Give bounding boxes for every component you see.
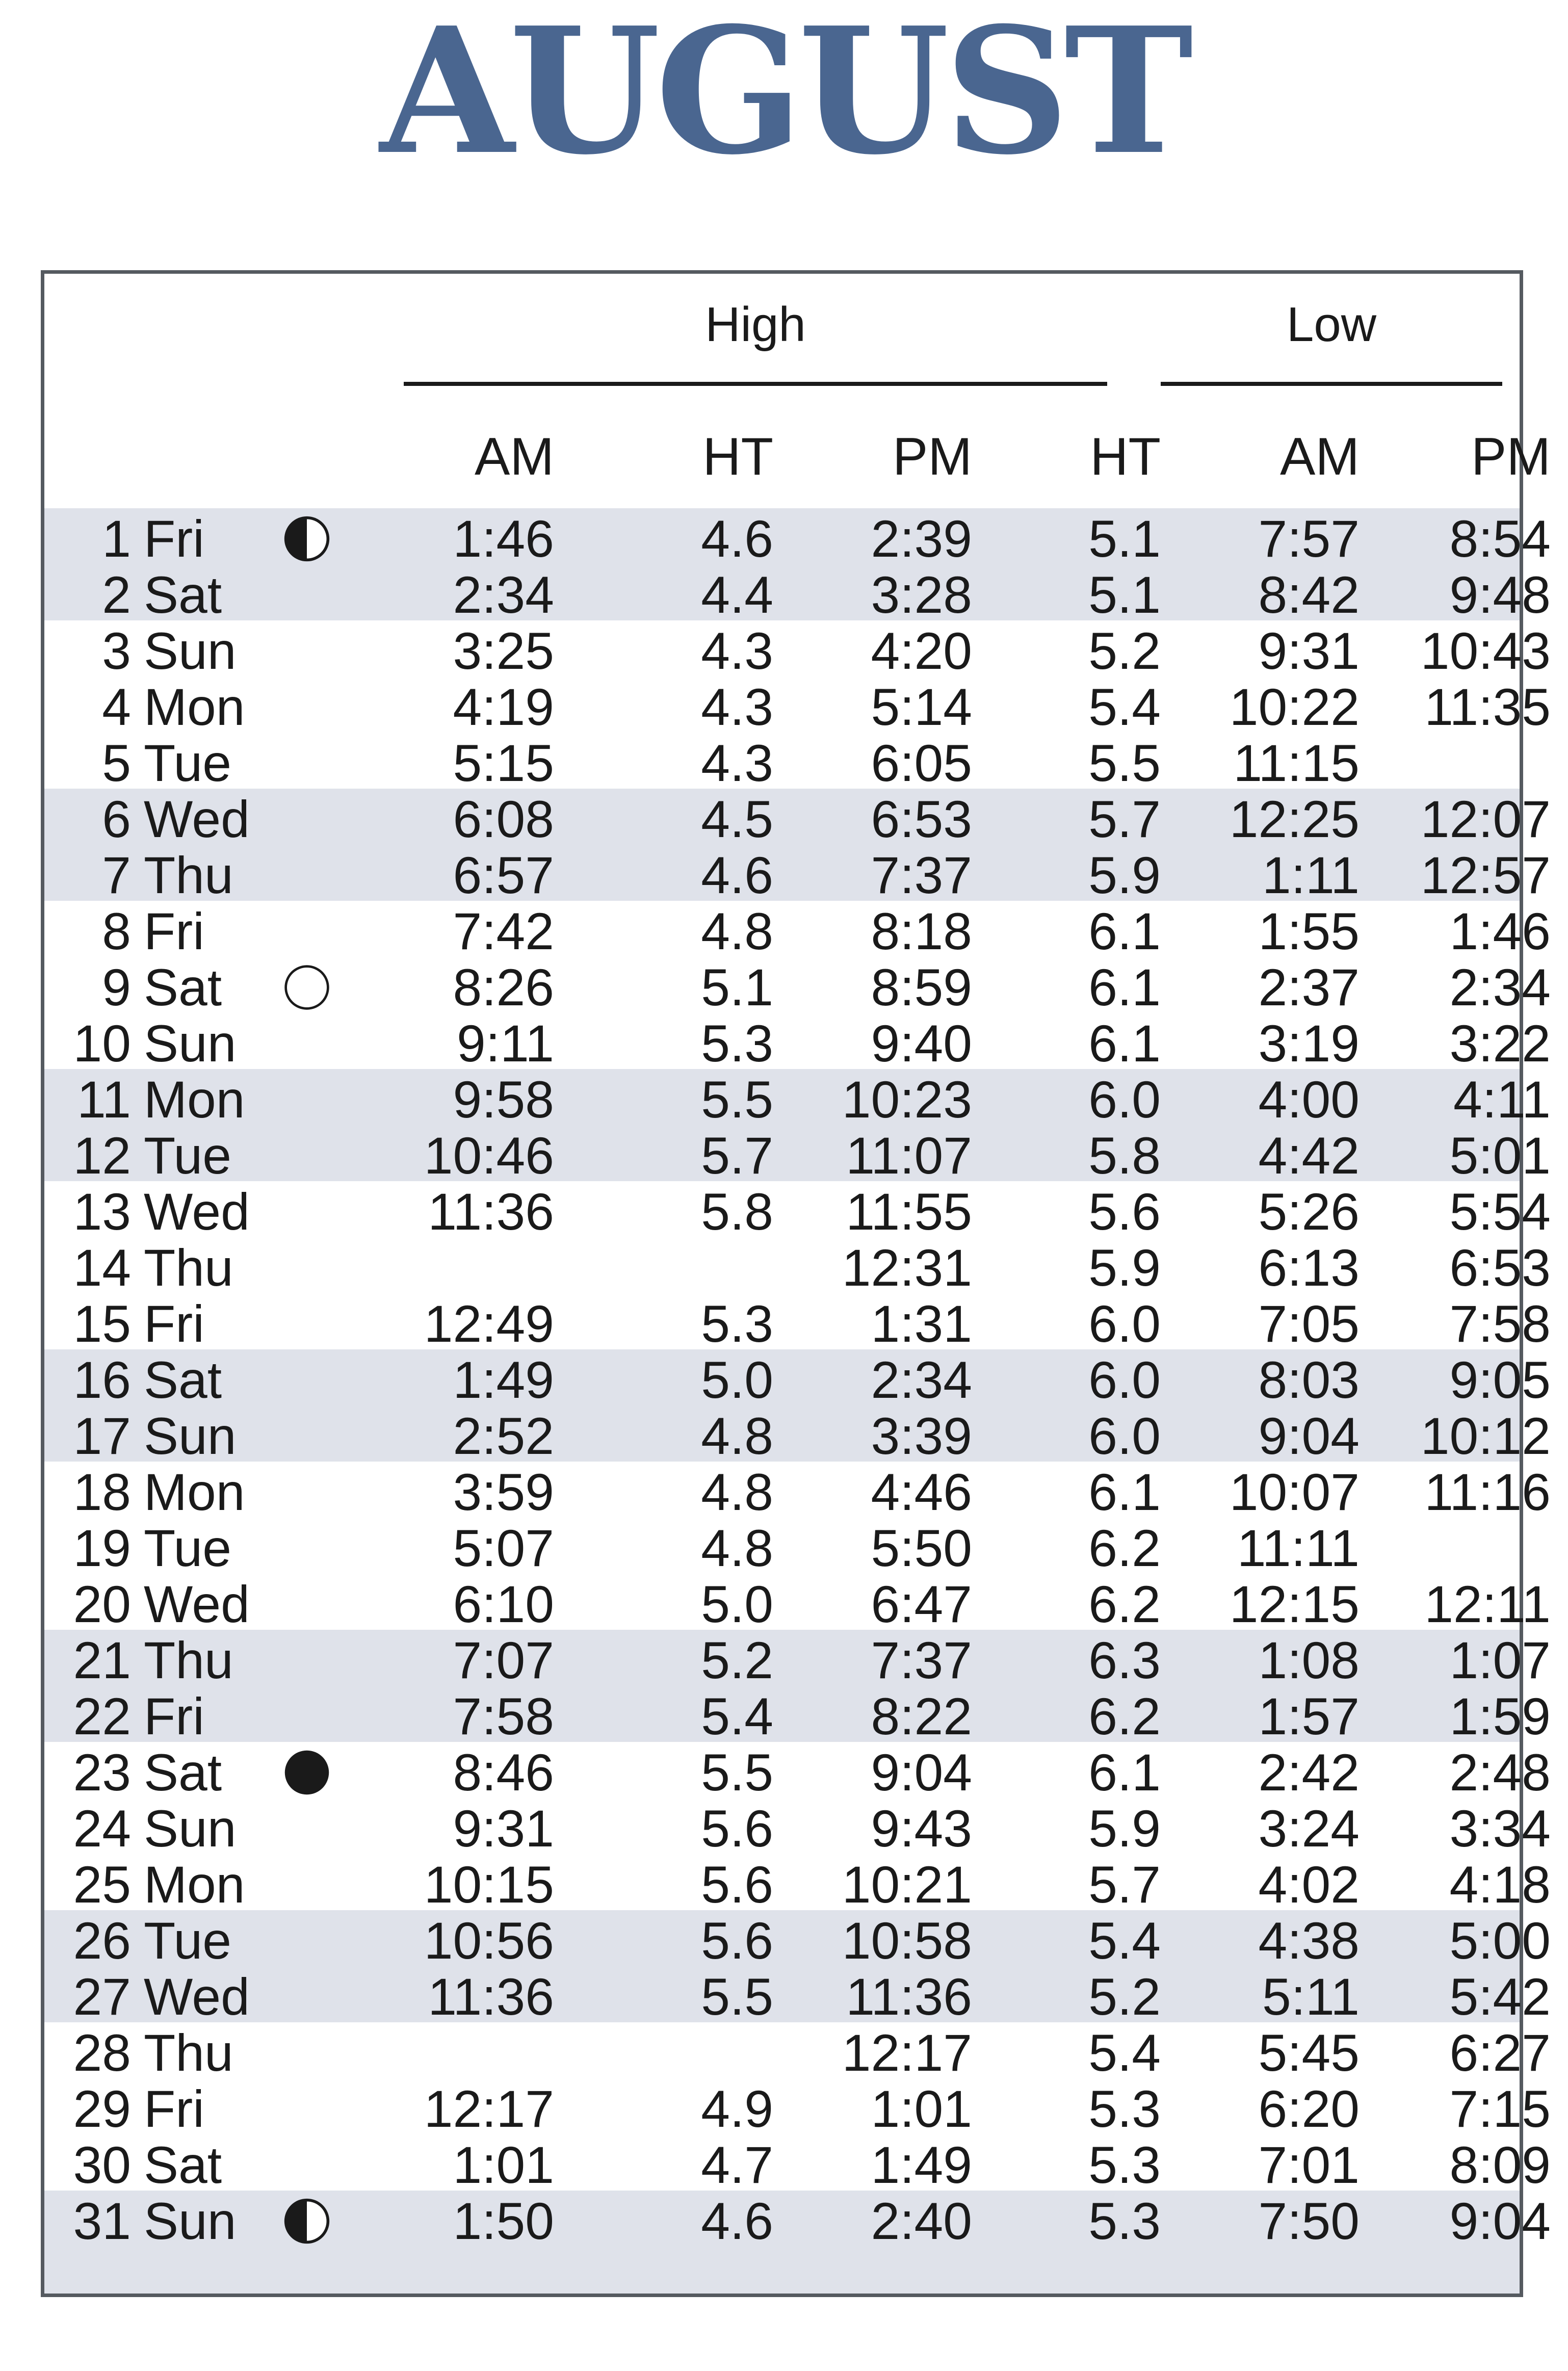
page-title: AUGUST: [380, 0, 1188, 193]
high-pm-height: 5.2: [1088, 622, 1161, 680]
low-am-time: 1:55: [1258, 902, 1360, 960]
day-of-week: Tue: [144, 1519, 231, 1577]
high-am-height: 5.5: [701, 1968, 773, 2026]
day-number: 22: [73, 1687, 131, 1745]
day-of-week: Thu: [144, 846, 233, 904]
day-of-week: Sat: [144, 566, 222, 624]
low-am-time: 4:42: [1258, 1127, 1360, 1185]
day-number: 25: [73, 1856, 131, 1914]
low-pm-time: [1347, 1520, 1551, 1576]
high-pm-height: 6.0: [1088, 1351, 1161, 1409]
high-am-height: 4.6: [701, 2192, 773, 2250]
col-head-high-pm: PM: [893, 427, 972, 486]
day-of-week: Sun: [144, 622, 237, 680]
day-number: 8: [102, 902, 131, 960]
day-of-week: Fri: [144, 2080, 204, 2138]
table-row: [44, 622, 1551, 680]
high-pm-height: 6.2: [1088, 1575, 1161, 1633]
high-pm-height: 5.8: [1088, 1127, 1161, 1185]
day-number: 7: [102, 846, 131, 904]
high-pm-height: 6.2: [1088, 1687, 1161, 1745]
low-group-label: Low: [1286, 297, 1377, 352]
tide-table: [41, 270, 1551, 2297]
high-am-time: 8:26: [453, 958, 554, 1017]
high-pm-time: 10:58: [842, 1912, 972, 1970]
high-pm-time: 8:59: [871, 958, 972, 1017]
high-pm-time: 5:14: [871, 678, 972, 736]
high-am-height: 4.4: [701, 566, 773, 624]
high-pm-time: 1:49: [871, 2136, 972, 2194]
day-number: 23: [73, 1743, 131, 1802]
high-pm-height: 5.1: [1088, 510, 1161, 568]
low-am-time: 5:45: [1258, 2024, 1360, 2082]
day-of-week: Tue: [144, 734, 231, 792]
low-am-time: 7:57: [1258, 510, 1360, 568]
low-pm-time: 11:35: [1424, 678, 1551, 736]
high-pm-time: 10:23: [842, 1071, 972, 1129]
table-row: [44, 678, 1551, 736]
high-am-time: 5:07: [453, 1519, 554, 1577]
day-of-week: Sun: [144, 1800, 237, 1858]
table-row: [44, 1687, 1551, 1745]
high-group-label: High: [705, 297, 806, 352]
table-row: [44, 2024, 1551, 2082]
high-am-time: 5:15: [453, 734, 554, 792]
high-am-height: 5.7: [701, 1127, 773, 1185]
high-pm-time: 12:17: [842, 2024, 972, 2082]
table-row: [44, 1239, 1551, 1297]
day-number: 9: [102, 958, 131, 1017]
high-am-height: 5.3: [701, 1014, 773, 1073]
low-am-time: 2:37: [1258, 958, 1360, 1017]
high-am-time: 8:46: [453, 1743, 554, 1802]
low-pm-time: 5:01: [1449, 1127, 1551, 1185]
low-am-time: 3:19: [1258, 1014, 1360, 1073]
low-pm-time: 12:57: [1420, 846, 1551, 904]
high-am-height: 4.8: [701, 902, 773, 960]
low-pm-time: 11:16: [1424, 1463, 1551, 1521]
high-am-height: 5.1: [701, 958, 773, 1017]
low-pm-time: 7:58: [1449, 1295, 1551, 1353]
table-row: [44, 1183, 1551, 1241]
high-am-time: 12:17: [424, 2080, 554, 2138]
low-am-time: 10:07: [1229, 1463, 1360, 1521]
day-of-week: Fri: [144, 902, 204, 960]
high-pm-height: 5.7: [1088, 790, 1161, 848]
high-am-height: 4.8: [701, 1519, 773, 1577]
high-am-time: 6:10: [453, 1575, 554, 1633]
day-number: 10: [73, 1014, 131, 1073]
high-pm-time: 7:37: [871, 1631, 972, 1689]
low-pm-time: 6:27: [1449, 2024, 1551, 2082]
high-pm-height: 5.3: [1088, 2136, 1161, 2194]
day-number: 5: [102, 734, 131, 792]
day-of-week: Mon: [144, 678, 245, 736]
high-pm-time: 8:22: [871, 1687, 972, 1745]
table-row: [44, 1856, 1551, 1914]
low-pm-time: 7:15: [1449, 2080, 1551, 2138]
high-pm-time: 1:31: [871, 1295, 972, 1353]
high-am-height: 4.3: [701, 678, 773, 736]
high-pm-height: 6.2: [1088, 1519, 1161, 1577]
day-number: 14: [73, 1239, 131, 1297]
day-number: 31: [73, 2192, 131, 2250]
low-am-time: 4:02: [1258, 1856, 1360, 1914]
day-of-week: Sat: [144, 1743, 222, 1802]
day-of-week: Wed: [144, 1575, 250, 1633]
high-pm-height: 5.2: [1088, 1968, 1161, 2026]
day-number: 6: [102, 790, 131, 848]
high-pm-height: 5.3: [1088, 2192, 1161, 2250]
low-pm-time: 9:04: [1449, 2192, 1551, 2250]
high-am-height: 5.6: [701, 1856, 773, 1914]
high-pm-time: 9:40: [871, 1014, 972, 1073]
day-of-week: Tue: [144, 1912, 231, 1970]
low-pm-time: 4:18: [1449, 1856, 1551, 1914]
day-of-week: Fri: [144, 1687, 204, 1745]
day-number: 28: [73, 2024, 131, 2082]
low-pm-time: 10:12: [1420, 1407, 1551, 1465]
table-row: [44, 1463, 1551, 1521]
day-of-week: Wed: [144, 1968, 250, 2026]
table-row: [44, 1520, 1520, 1576]
low-pm-time: 12:07: [1420, 790, 1551, 848]
high-pm-time: 4:46: [871, 1463, 972, 1521]
low-pm-time: 1:46: [1449, 902, 1551, 960]
day-of-week: Wed: [144, 790, 250, 848]
high-am-time: 3:59: [453, 1463, 554, 1521]
low-am-time: 10:22: [1229, 678, 1360, 736]
high-pm-time: 10:21: [842, 1856, 972, 1914]
low-pm-time: 12:11: [1424, 1575, 1551, 1633]
day-number: 15: [73, 1295, 131, 1353]
high-pm-time: 11:07: [846, 1127, 972, 1185]
high-pm-time: 11:55: [846, 1183, 972, 1241]
day-number: 2: [102, 566, 131, 624]
low-am-time: 8:03: [1258, 1351, 1360, 1409]
low-am-time: 7:50: [1258, 2192, 1360, 2250]
table-row: [44, 846, 1551, 904]
table-row: [44, 1800, 1551, 1858]
day-of-week: Mon: [144, 1856, 245, 1914]
high-pm-height: 5.7: [1088, 1856, 1161, 1914]
high-pm-height: 5.9: [1088, 1800, 1161, 1858]
high-am-time: 1:01: [453, 2136, 554, 2194]
high-am-time: 10:15: [424, 1856, 554, 1914]
high-am-height: 5.6: [701, 1800, 773, 1858]
low-am-time: 4:00: [1258, 1071, 1360, 1129]
day-of-week: Sat: [144, 2136, 222, 2194]
high-pm-time: 12:31: [842, 1239, 972, 1297]
high-pm-height: 6.3: [1088, 1631, 1161, 1689]
day-number: 18: [73, 1463, 131, 1521]
high-am-height: [620, 1240, 773, 1296]
high-am-height: 4.6: [701, 846, 773, 904]
low-am-time: 5:26: [1258, 1183, 1360, 1241]
day-of-week: Thu: [144, 2024, 233, 2082]
high-am-time: 6:57: [453, 846, 554, 904]
high-pm-height: 5.1: [1088, 566, 1161, 624]
high-am-time: 7:42: [453, 902, 554, 960]
day-of-week: Sun: [144, 1407, 237, 1465]
high-pm-height: 5.9: [1088, 1239, 1161, 1297]
day-number: 3: [102, 622, 131, 680]
high-pm-height: 6.1: [1088, 1743, 1161, 1802]
day-number: 16: [73, 1351, 131, 1409]
low-am-time: 4:38: [1258, 1912, 1360, 1970]
high-am-height: [620, 2025, 773, 2081]
high-pm-time: 2:34: [871, 1351, 972, 1409]
low-am-time: 7:01: [1258, 2136, 1360, 2194]
high-am-time: 1:46: [453, 510, 554, 568]
high-am-height: 4.8: [701, 1463, 773, 1521]
high-am-time: 2:34: [453, 566, 554, 624]
low-am-time: 8:42: [1258, 566, 1360, 624]
table-row: [44, 1912, 1551, 1970]
table-row: [44, 510, 1551, 568]
low-am-time: 3:24: [1258, 1800, 1360, 1858]
high-am-time: [350, 1240, 554, 1296]
day-number: 21: [73, 1631, 131, 1689]
low-pm-time: 9:48: [1449, 566, 1551, 624]
high-am-time: 10:46: [424, 1127, 554, 1185]
day-number: 12: [73, 1127, 131, 1185]
low-pm-time: 8:09: [1449, 2136, 1551, 2194]
low-pm-time: 10:43: [1420, 622, 1551, 680]
high-am-time: 7:07: [453, 1631, 554, 1689]
first-quarter-moon-icon: [279, 2193, 335, 2249]
high-pm-time: 4:20: [871, 622, 972, 680]
low-pm-time: 9:05: [1449, 1351, 1551, 1409]
high-pm-time: 11:36: [846, 1968, 972, 2026]
table-row: [44, 1631, 1551, 1689]
high-am-time: 12:49: [424, 1295, 554, 1353]
high-pm-height: 6.0: [1088, 1295, 1161, 1353]
table-row: [44, 958, 1551, 1017]
high-group-underline: [404, 382, 1107, 386]
high-pm-time: 6:47: [871, 1575, 972, 1633]
day-number: 4: [102, 678, 131, 736]
high-am-time: [350, 2025, 554, 2081]
low-pm-time: 4:11: [1453, 1071, 1551, 1129]
low-pm-time: 8:54: [1449, 510, 1551, 568]
high-am-time: 10:56: [424, 1912, 554, 1970]
low-pm-time: 3:34: [1449, 1800, 1551, 1858]
high-am-time: 9:31: [453, 1800, 554, 1858]
high-pm-height: 6.1: [1088, 902, 1161, 960]
low-am-time: 9:31: [1258, 622, 1360, 680]
day-of-week: Thu: [144, 1631, 233, 1689]
high-am-height: 5.5: [701, 1071, 773, 1129]
low-pm-time: 5:42: [1449, 1968, 1551, 2026]
day-number: 1: [102, 510, 131, 568]
high-pm-time: 3:39: [871, 1407, 972, 1465]
high-am-height: 5.5: [701, 1743, 773, 1802]
day-number: 20: [73, 1575, 131, 1633]
new-moon-icon: [279, 1744, 335, 1801]
low-am-time: 1:08: [1258, 1631, 1360, 1689]
high-am-height: 4.5: [701, 790, 773, 848]
day-number: 19: [73, 1519, 131, 1577]
low-pm-time: 2:48: [1449, 1743, 1551, 1802]
low-pm-time: 5:54: [1449, 1183, 1551, 1241]
day-of-week: Sun: [144, 1014, 237, 1073]
day-number: 11: [77, 1071, 131, 1129]
low-pm-time: 3:22: [1449, 1014, 1551, 1073]
high-am-time: 4:19: [453, 678, 554, 736]
low-pm-time: 1:07: [1449, 1631, 1551, 1689]
table-row: [44, 902, 1551, 960]
high-pm-height: 6.0: [1088, 1407, 1161, 1465]
day-of-week: Wed: [144, 1183, 250, 1241]
day-of-week: Sat: [144, 958, 222, 1017]
high-am-time: 9:58: [453, 1071, 554, 1129]
full-moon-icon: [279, 959, 335, 1015]
table-row: [44, 1071, 1551, 1129]
low-am-time: 2:42: [1258, 1743, 1360, 1802]
table-row: [44, 1351, 1551, 1409]
high-am-height: 5.8: [701, 1183, 773, 1241]
low-am-time: 12:25: [1229, 790, 1360, 848]
low-am-time: 6:13: [1258, 1239, 1360, 1297]
high-pm-height: 6.1: [1088, 958, 1161, 1017]
high-am-height: 4.3: [701, 734, 773, 792]
high-pm-time: 5:50: [871, 1519, 972, 1577]
high-pm-time: 7:37: [871, 846, 972, 904]
day-of-week: Thu: [144, 1239, 233, 1297]
high-am-time: 11:36: [428, 1968, 554, 2026]
high-am-height: 4.3: [701, 622, 773, 680]
high-am-height: 4.7: [701, 2136, 773, 2194]
low-group-underline: [1161, 382, 1502, 386]
high-pm-height: 6.1: [1088, 1463, 1161, 1521]
high-am-time: 9:11: [457, 1014, 554, 1073]
col-head-high-pm-ht: HT: [1090, 427, 1161, 486]
day-number: 26: [73, 1912, 131, 1970]
day-of-week: Mon: [144, 1463, 245, 1521]
high-pm-time: 3:28: [871, 566, 972, 624]
day-number: 30: [73, 2136, 131, 2194]
high-am-height: 5.3: [701, 1295, 773, 1353]
high-am-height: 4.8: [701, 1407, 773, 1465]
table-row: [44, 735, 1520, 791]
high-am-time: 1:50: [453, 2192, 554, 2250]
high-pm-time: 9:43: [871, 1800, 972, 1858]
day-number: 29: [73, 2080, 131, 2138]
high-pm-height: 5.5: [1088, 734, 1161, 792]
low-am-time: 7:05: [1258, 1295, 1360, 1353]
high-pm-time: 8:18: [871, 902, 972, 960]
high-am-height: 5.6: [701, 1912, 773, 1970]
high-pm-height: 5.4: [1088, 678, 1161, 736]
high-pm-height: 5.3: [1088, 2080, 1161, 2138]
col-head-high-am-ht: HT: [702, 427, 773, 486]
col-head-low-pm: PM: [1471, 427, 1551, 486]
high-am-height: 5.4: [701, 1687, 773, 1745]
high-pm-height: 5.4: [1088, 2024, 1161, 2082]
table-row: [44, 1014, 1551, 1073]
low-am-time: 11:11: [1237, 1519, 1360, 1577]
table-row: [44, 2080, 1551, 2138]
high-pm-time: 2:40: [871, 2192, 972, 2250]
high-am-time: 11:36: [428, 1183, 554, 1241]
table-row: [44, 790, 1551, 848]
high-am-time: 3:25: [453, 622, 554, 680]
low-am-time: 9:04: [1258, 1407, 1360, 1465]
low-pm-time: 6:53: [1449, 1239, 1551, 1297]
day-of-week: Sat: [144, 1351, 222, 1409]
table-row: [44, 1407, 1551, 1465]
low-pm-time: 1:59: [1449, 1687, 1551, 1745]
high-am-time: 1:49: [453, 1351, 554, 1409]
day-number: 17: [73, 1407, 131, 1465]
low-am-time: 1:11: [1262, 846, 1360, 904]
high-pm-height: 5.4: [1088, 1912, 1161, 1970]
table-row: [44, 566, 1551, 624]
col-head-low-am: AM: [1280, 427, 1360, 486]
low-am-time: 11:15: [1233, 734, 1360, 792]
table-row: [44, 1575, 1551, 1633]
day-number: 24: [73, 1800, 131, 1858]
high-pm-time: 9:04: [871, 1743, 972, 1802]
high-pm-height: 6.1: [1088, 1014, 1161, 1073]
table-row: [44, 1127, 1551, 1185]
day-of-week: Tue: [144, 1127, 231, 1185]
high-am-height: 4.6: [701, 510, 773, 568]
high-pm-time: 2:39: [871, 510, 972, 568]
high-pm-time: 6:05: [871, 734, 972, 792]
low-am-time: 5:11: [1262, 1968, 1360, 2026]
day-of-week: Fri: [144, 1295, 204, 1353]
low-pm-time: 5:00: [1449, 1912, 1551, 1970]
day-number: 27: [73, 1968, 131, 2026]
table-row: [44, 1743, 1551, 1802]
table-row: [44, 2136, 1551, 2194]
low-pm-time: 2:34: [1449, 958, 1551, 1017]
day-of-week: Sun: [144, 2192, 237, 2250]
day-of-week: Mon: [144, 1071, 245, 1129]
high-pm-time: 6:53: [871, 790, 972, 848]
high-am-time: 6:08: [453, 790, 554, 848]
low-pm-time: [1347, 735, 1551, 791]
day-of-week: Fri: [144, 510, 204, 568]
col-head-high-am: AM: [475, 427, 554, 486]
high-am-height: 4.9: [701, 2080, 773, 2138]
low-am-time: 1:57: [1258, 1687, 1360, 1745]
table-row: [44, 1968, 1551, 2026]
high-pm-time: 1:01: [871, 2080, 972, 2138]
high-am-time: 7:58: [453, 1687, 554, 1745]
high-pm-height: 6.0: [1088, 1071, 1161, 1129]
table-row: [44, 1295, 1551, 1353]
day-number: 13: [73, 1183, 131, 1241]
high-am-height: 5.0: [701, 1575, 773, 1633]
first-quarter-moon-icon: [279, 511, 335, 567]
high-pm-height: 5.9: [1088, 846, 1161, 904]
low-am-time: 6:20: [1258, 2080, 1360, 2138]
high-pm-height: 5.6: [1088, 1183, 1161, 1241]
table-row: [44, 2192, 1551, 2250]
high-am-height: 5.2: [701, 1631, 773, 1689]
low-am-time: 12:15: [1229, 1575, 1360, 1633]
high-am-time: 2:52: [453, 1407, 554, 1465]
high-am-height: 5.0: [701, 1351, 773, 1409]
